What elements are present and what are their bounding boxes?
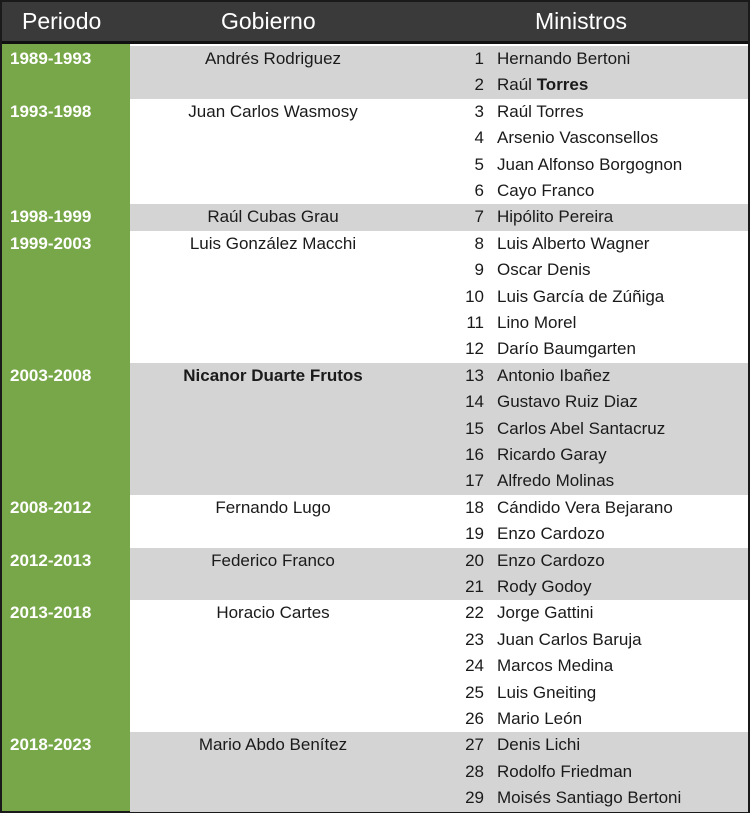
minister-name-text: Arsenio Vasconsellos: [497, 128, 659, 148]
minister-row: [2, 99, 748, 125]
table-row-group: [2, 99, 748, 205]
minister-name: [497, 102, 584, 122]
table-row-group: [2, 231, 748, 363]
minister-number: 9: [474, 260, 484, 280]
minister-number: 13: [465, 365, 484, 385]
header-ministers: Ministros: [535, 8, 628, 34]
period-cell: 1993-1998: [10, 101, 92, 121]
period-cell: 2018-2023: [10, 735, 92, 755]
minister-row: [2, 495, 748, 521]
minister-name-text: Luis García de Zúñiga: [497, 286, 665, 306]
minister-name: [497, 551, 605, 571]
minister-name-text: Alfredo Molinas: [497, 471, 615, 491]
period-cell: 2003-2008: [10, 365, 92, 385]
government-cell: Mario Abdo Benítez: [198, 735, 348, 755]
minister-number: 23: [465, 629, 484, 649]
minister-row: [2, 442, 748, 468]
minister-name-text: Moisés Santiago Bertoni: [497, 788, 682, 808]
minister-name: [497, 603, 593, 623]
minister-name-text: Mario León: [497, 708, 583, 728]
minister-number: 7: [474, 207, 484, 227]
minister-name: [497, 207, 613, 227]
minister-name: [497, 788, 681, 808]
minister-number: 12: [465, 339, 484, 359]
minister-row: [2, 627, 748, 653]
minister-row: [2, 204, 748, 230]
government-cell: Andrés Rodriguez: [204, 49, 342, 68]
minister-name-text: Denis Lichi: [497, 735, 581, 755]
minister-name: [497, 471, 614, 491]
minister-name: [497, 683, 596, 703]
minister-number: 11: [466, 312, 484, 332]
table-row-group: [2, 600, 748, 732]
minister-name: [497, 260, 591, 280]
minister-name-text: Cayo Franco: [497, 180, 595, 200]
minister-number: 1: [474, 49, 484, 68]
minister-row: [2, 759, 748, 785]
table-header: [2, 2, 748, 41]
minister-row: [2, 178, 748, 204]
minister-number: 19: [465, 524, 484, 544]
minister-row: [2, 548, 748, 574]
table-row-group: [2, 548, 748, 601]
minister-row: [2, 152, 748, 178]
minister-name-text: Carlos Abel Santacruz: [497, 418, 666, 438]
minister-number: 29: [465, 788, 484, 808]
minister-row: [2, 363, 748, 389]
minister-name-text: Rody Godoy: [497, 576, 592, 596]
minister-name: [497, 234, 649, 254]
period-cell: 1989-1993: [10, 49, 92, 68]
minister-name: [497, 181, 594, 201]
government-cell: Federico Franco: [211, 550, 335, 570]
minister-row: [2, 389, 748, 415]
minister-name-text: Enzo Cardozo: [497, 550, 605, 570]
minister-name: [497, 498, 673, 518]
period-cell: 1998-1999: [10, 207, 92, 227]
minister-row: [2, 574, 748, 600]
government-cell: Nicanor Duarte Frutos: [183, 365, 363, 385]
minister-name: [497, 155, 682, 175]
minister-number: 22: [465, 603, 484, 623]
minister-row: [2, 521, 748, 547]
minister-name-text: Juan Alfonso Borgognon: [497, 154, 683, 174]
minister-number: 14: [465, 392, 484, 412]
header-period: Periodo: [22, 8, 102, 34]
minister-name: [497, 656, 613, 676]
minister-row: [2, 653, 748, 679]
minister-row: [2, 336, 748, 362]
minister-name-text: Cándido Vera Bejarano: [497, 497, 673, 517]
table-row-group: [2, 495, 748, 548]
minister-number: 4: [474, 128, 484, 148]
header-government: Gobierno: [221, 8, 316, 34]
period-cell: 1999-2003: [10, 233, 92, 253]
minister-name: [497, 392, 638, 412]
minister-row: [2, 680, 748, 706]
minister-row: [2, 310, 748, 336]
minister-name: [497, 630, 642, 650]
table-row-group: [2, 46, 748, 99]
minister-row: [2, 46, 748, 72]
minister-name-text: Ricardo Garay: [497, 444, 607, 464]
table-row-group: [2, 732, 748, 811]
minister-name-text: Hernando Bertoni: [497, 49, 631, 68]
minister-number: 6: [474, 180, 484, 200]
minister-name: [497, 313, 576, 333]
period-cell: 2008-2012: [10, 497, 92, 517]
period-cell: 2013-2018: [10, 603, 92, 623]
minister-name: [497, 287, 664, 307]
minister-row: [2, 706, 748, 732]
minister-number: 8: [474, 233, 484, 253]
minister-number: 24: [465, 656, 484, 676]
minister-name: [497, 577, 592, 597]
table-row-group: [2, 363, 748, 495]
minister-name: [497, 49, 630, 69]
period-cell: 2012-2013: [10, 550, 92, 570]
minister-name-text: Marcos Medina: [497, 656, 614, 676]
minister-name: [497, 419, 665, 439]
minister-number: 18: [465, 497, 484, 517]
minister-number: 3: [474, 101, 484, 121]
minister-name: [497, 762, 632, 782]
minister-number: 10: [465, 286, 484, 306]
minister-name: [497, 339, 636, 359]
government-cell: Juan Carlos Wasmosy: [188, 101, 358, 121]
minister-name: [497, 366, 610, 386]
minister-number: 25: [465, 682, 484, 702]
minister-row: [2, 416, 748, 442]
minister-number: 15: [465, 418, 484, 438]
minister-name-text: Oscar Denis: [497, 260, 591, 280]
minister-number: 21: [465, 576, 484, 596]
minister-row: [2, 468, 748, 494]
minister-name-text: Raúl: [497, 75, 537, 95]
minister-name-text: Gustavo Ruiz Diaz: [497, 392, 638, 412]
minister-number: 28: [465, 761, 484, 781]
minister-name-bold: Torres: [536, 75, 589, 95]
minister-number: 2: [474, 75, 484, 95]
minister-name: [497, 709, 582, 729]
minister-number: 26: [465, 708, 484, 728]
minister-name-text: Darío Baumgarten: [497, 339, 636, 359]
minister-name-text: Antonio Ibañez: [497, 365, 611, 385]
minister-row: [2, 785, 748, 811]
minister-name: [497, 735, 580, 755]
minister-row: [2, 72, 748, 98]
government-cell: Horacio Cartes: [216, 603, 330, 623]
minister-row: [2, 732, 748, 758]
minister-number: 5: [474, 154, 484, 174]
minister-row: [2, 284, 748, 310]
minister-row: [2, 257, 748, 283]
minister-name-text: Enzo Cardozo: [497, 524, 605, 544]
minister-name-text: Juan Carlos Baruja: [497, 629, 642, 649]
minister-name-text: Luis Alberto Wagner: [497, 233, 650, 253]
minister-name: [497, 128, 658, 148]
minister-name: [497, 445, 607, 465]
government-cell: Luis González Macchi: [189, 233, 357, 253]
minister-number: 17: [465, 471, 484, 491]
minister-name-text: Raúl Torres: [497, 101, 584, 121]
minister-number: 27: [465, 735, 484, 755]
government-cell: Raúl Cubas Grau: [207, 207, 339, 227]
minister-number: 16: [465, 444, 484, 464]
minister-row: [2, 125, 748, 151]
minister-name-text: Rodolfo Friedman: [497, 761, 633, 781]
minister-name-text: Lino Morel: [497, 312, 577, 332]
minister-name-text: Luis Gneiting: [497, 682, 597, 702]
minister-name-text: Hipólito Pereira: [497, 207, 614, 227]
minister-name: [497, 75, 588, 95]
government-cell: Fernando Lugo: [215, 497, 331, 517]
minister-row: [2, 600, 748, 626]
minister-name-text: Jorge Gattini: [497, 603, 594, 623]
minister-number: 20: [465, 550, 484, 570]
minister-name: [497, 524, 605, 544]
minister-row: [2, 231, 748, 257]
table-row-group: [2, 204, 748, 230]
